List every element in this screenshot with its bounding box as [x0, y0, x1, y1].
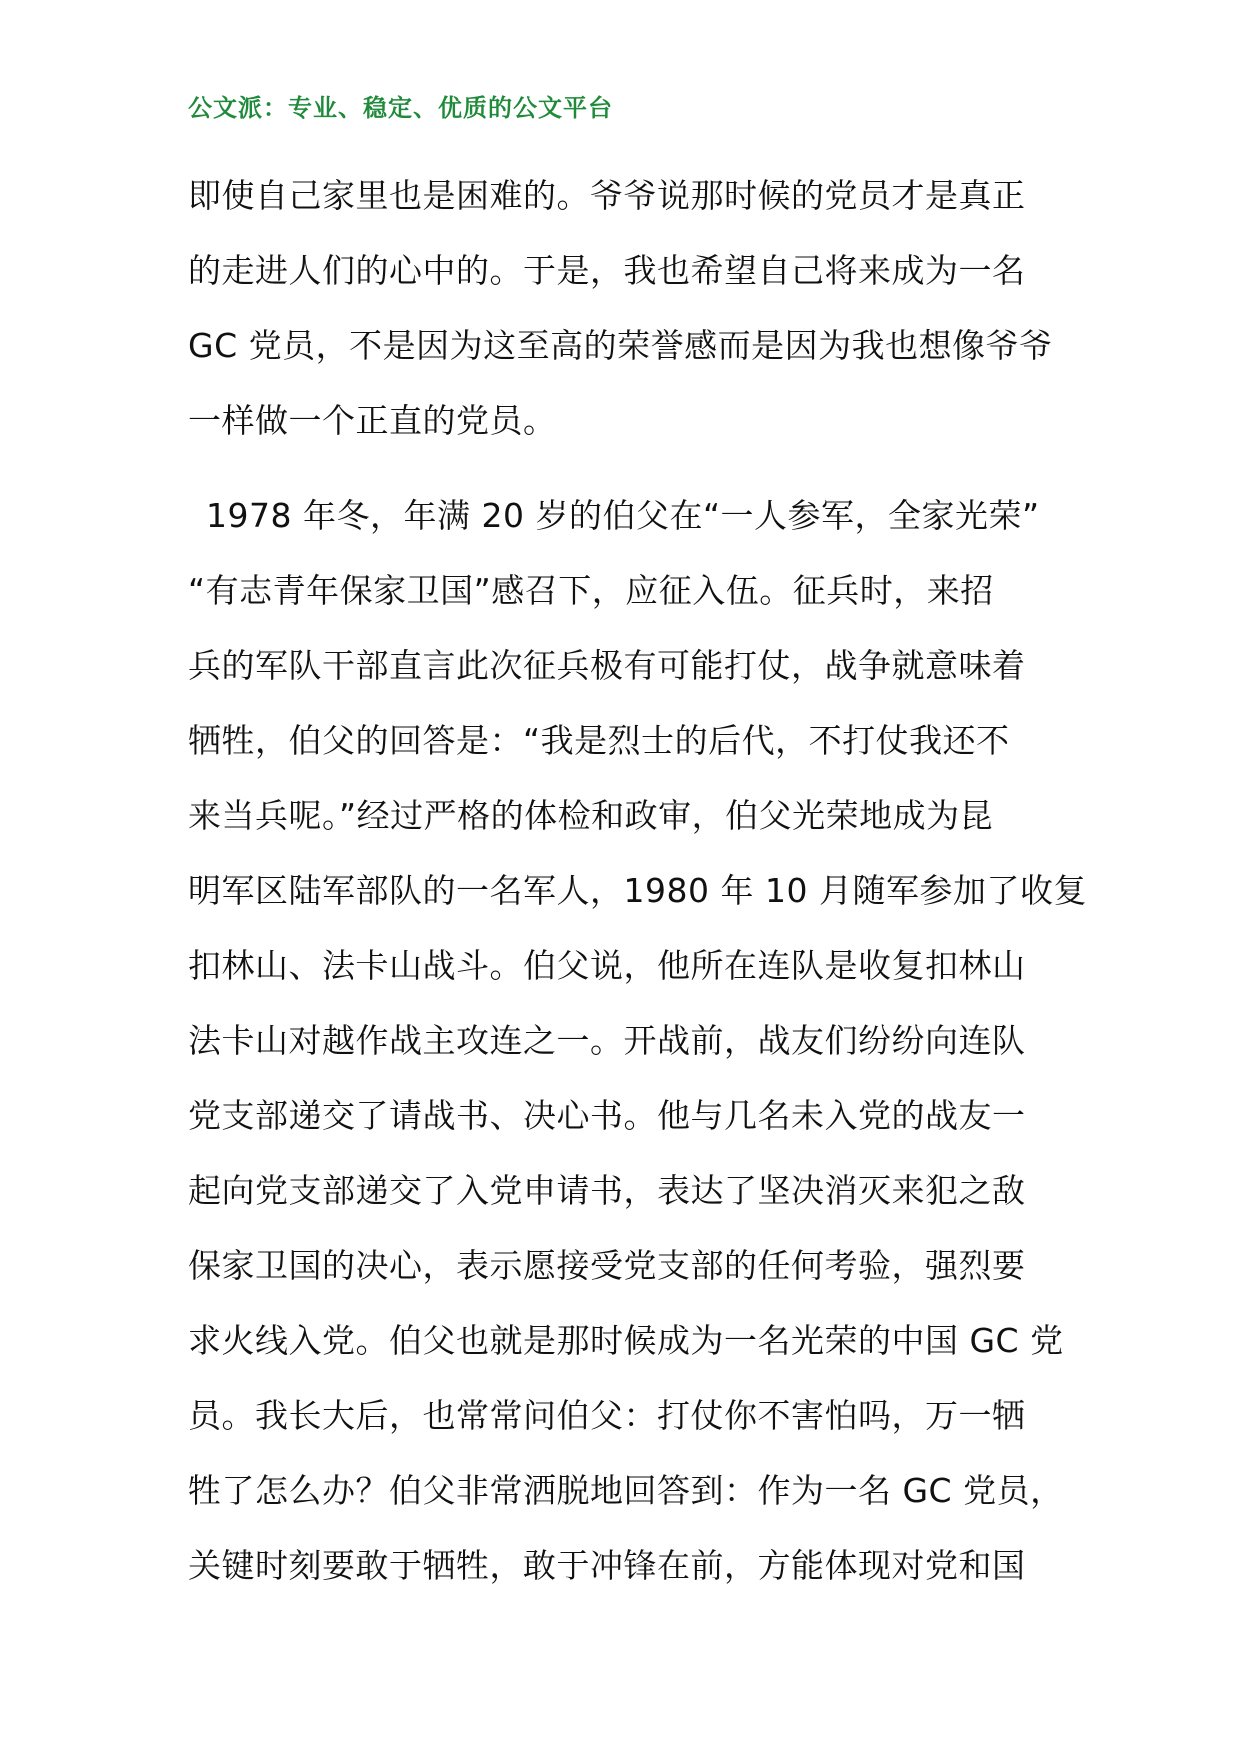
text-line: 关键时刻要敢于牺牲，敢于冲锋在前，方能体现对党和国	[188, 1546, 1026, 1585]
text-line: 保家卫国的决心，表示愿接受党支部的任何考验，强烈要	[188, 1246, 1026, 1285]
text-line: 起向党支部递交了入党申请书，表达了坚决消灭来犯之敌	[188, 1171, 1026, 1210]
paragraph-1	[188, 158, 1058, 458]
text-line: 求火线入党。伯父也就是那时候成为一名光荣的中国 GC 党	[188, 1321, 1064, 1360]
text-line: 扣林山、法卡山战斗。伯父说，他所在连队是收复扣林山	[188, 946, 1026, 985]
text-line: 的走进人们的心中的。于是，我也希望自己将来成为一名	[188, 251, 1026, 290]
text-line: 员。我长大后，也常常问伯父：打仗你不害怕吗，万一牺	[188, 1396, 1026, 1435]
text-line: 1978 年冬，年满 20 岁的伯父在“一人参军，全家光荣”	[206, 496, 1040, 535]
text-line: 法卡山对越作战主攻连之一。开战前，战友们纷纷向连队	[188, 1021, 1026, 1060]
text-line: 党支部递交了请战书、决心书。他与几名未入党的战友一	[188, 1096, 1026, 1135]
text-line: 一样做一个正直的党员。	[188, 401, 557, 440]
site-header-banner: 公文派：专业、稳定、优质的公文平台	[188, 94, 613, 122]
text-line: 牺牲，伯父的回答是：“我是烈士的后代，不打仗我还不	[188, 721, 1010, 760]
text-line: 兵的军队干部直言此次征兵极有可能打仗，战争就意味着	[188, 646, 1026, 685]
text-line: GC 党员，不是因为这至高的荣誉感而是因为我也想像爷爷	[188, 326, 1053, 365]
text-line: “有志青年保家卫国”感召下，应征入伍。征兵时，来招	[188, 571, 994, 610]
text-line: 即使自己家里也是困难的。爷爷说那时候的党员才是真正	[188, 176, 1026, 215]
text-line: 来当兵呢。”经过严格的体检和政审，伯父光荣地成为昆	[188, 796, 994, 835]
text-line: 明军区陆军部队的一名军人，1980 年 10 月随军参加了收复	[188, 871, 1087, 910]
text-line: 牲了怎么办？伯父非常洒脱地回答到：作为一名 GC 党员，	[188, 1471, 1064, 1510]
paragraph-2	[188, 478, 1087, 1603]
